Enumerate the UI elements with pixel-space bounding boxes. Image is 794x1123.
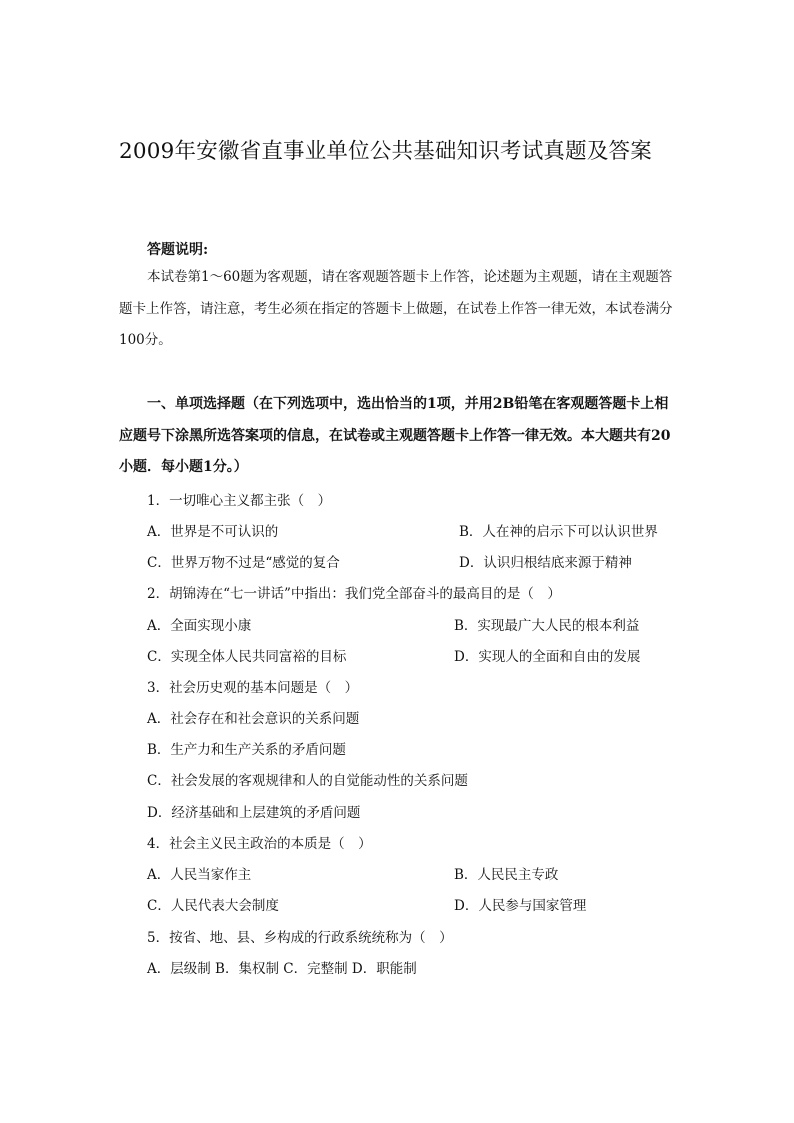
option-d: D．认识归根结底来源于精神 — [459, 555, 632, 571]
option-d: D．人民参与国家管理 — [454, 898, 587, 914]
option-b: B．实现最广大人民的根本利益 — [454, 618, 640, 634]
question-stem: 2．胡锦涛在“七一讲话”中指出：我们党全部奋斗的最高目的是（ ） — [147, 586, 561, 602]
page-title: 2009年安徽省直事业单位公共基础知识考试真题及答案 — [119, 139, 652, 164]
option-c: C．实现全体人民共同富裕的目标 — [147, 649, 347, 665]
option-d: D．经济基础和上层建筑的矛盾问题 — [147, 805, 361, 821]
option-b: B．生产力和生产关系的矛盾问题 — [147, 742, 346, 758]
option-a: A．人民当家作主 — [147, 867, 252, 883]
option-c: C．世界万物不过是“感觉的复合 — [147, 555, 340, 571]
question-stem: 1．一切唯心主义都主张（ ） — [147, 493, 332, 509]
question-stem: 3．社会历史观的基本问题是（ ） — [147, 680, 359, 696]
option-c: C．人民代表大会制度 — [147, 898, 279, 914]
option-c: C．社会发展的客观规律和人的自觉能动性的关系问题 — [147, 773, 468, 789]
question-stem: 5．按省、地、县、乡构成的行政系统统称为（ ） — [147, 930, 453, 946]
option-a: A．社会存在和社会意识的关系问题 — [147, 711, 360, 727]
instructions-body: 本试卷第1～60题为客观题，请在客观题答题卡上作答，论述题为主观题，请在主观题答题卡上作答，请注意，考生必须在指定的答题卡上做题，在试卷上作答一律无效，本试卷满分100分。 — [119, 269, 673, 348]
option-b: B．人在神的启示下可以认识世界 — [459, 524, 658, 540]
option-a: A．世界是不可认识的 — [147, 524, 279, 540]
option-b: B．人民民主专政 — [454, 867, 559, 883]
section-intro: 一、单项选择题（在下列选项中，选出恰当的1项，并用2B铅笔在客观题答题卡上相应题号下涂黑所选答案项的信息，在试卷或主观题答题卡上作答一律无效。本大题共有20小题．每小题1分。） — [119, 396, 671, 475]
options-inline: A．层级制 B．集权制 C．完整制 D．职能制 — [147, 961, 417, 977]
option-d: D．实现人的全面和自由的发展 — [454, 649, 641, 665]
option-a: A．全面实现小康 — [147, 618, 252, 634]
instructions-heading: 答题说明: — [147, 242, 209, 258]
question-stem: 4．社会主义民主政治的本质是（ ） — [147, 836, 372, 852]
